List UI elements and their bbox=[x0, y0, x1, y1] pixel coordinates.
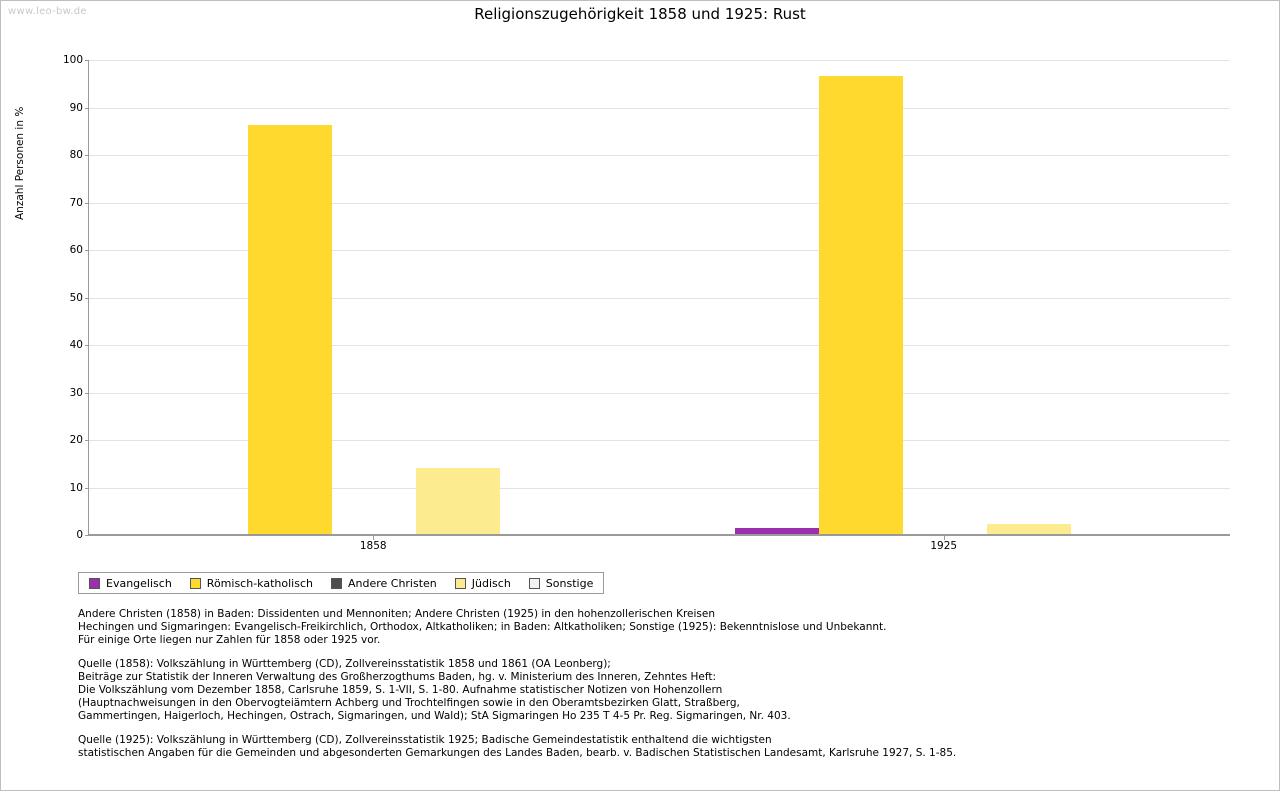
y-axis-tick-label: 80 bbox=[69, 149, 83, 161]
y-axis-tick-mark bbox=[85, 60, 89, 61]
y-axis-tick-mark bbox=[85, 345, 89, 346]
chart-footnotes bbox=[78, 608, 1228, 760]
footnote-line: statistischen Angaben für die Gemeinden und abgesonderten Gemarkungen des Landes Baden, bearb. v. Badischen Statistischen Landesamt, Karlsruhe 1927, S. 1-85. bbox=[78, 747, 957, 759]
footnote-line: Die Volkszählung vom Dezember 1858, Carlsruhe 1859, S. 1-VII, S. 1-80. Aufnahme statistischer Notizen von Hohenzollern bbox=[78, 684, 723, 696]
y-axis-tick-mark bbox=[85, 155, 89, 156]
y-axis-label-text: Anzahl Personen in % bbox=[14, 106, 26, 220]
y-axis-tick-label: 100 bbox=[62, 54, 83, 66]
x-axis-group-label-1858: 1858 bbox=[359, 540, 387, 552]
bar-1925-r-misch-katholisch[interactable] bbox=[819, 76, 903, 534]
y-axis-tick-mark bbox=[85, 250, 89, 251]
y-axis-tick-label: 10 bbox=[69, 481, 83, 494]
footnote-paragraph bbox=[78, 734, 1228, 760]
legend-item-r-misch-katholisch[interactable] bbox=[190, 577, 313, 590]
y-axis-tick-label: 20 bbox=[69, 434, 83, 446]
y-gridline bbox=[89, 108, 1230, 109]
bar-1858-j-disch[interactable] bbox=[416, 468, 500, 534]
legend-item-evangelisch[interactable] bbox=[89, 577, 172, 590]
legend-swatch-icon bbox=[190, 578, 201, 589]
footnote-line: Andere Christen (1858) in Baden: Dissidenten und Mennoniten; Andere Christen (1925) in den hohenzollerischen Kreisen bbox=[78, 608, 715, 620]
legend-item-sonstige[interactable] bbox=[529, 577, 594, 590]
legend-label: Sonstige bbox=[545, 576, 594, 590]
y-axis-tick-label: 60 bbox=[69, 244, 83, 256]
y-axis-tick-mark bbox=[85, 535, 89, 536]
y-axis-label bbox=[0, 60, 26, 540]
site-watermark: www.leo-bw.de bbox=[8, 6, 87, 17]
footnote-line: Quelle (1858): Volkszählung in Württemberg (CD), Zollvereinsstatistik 1858 und 1861 (OA Leonberg); bbox=[78, 658, 611, 670]
legend-item-andere-christen[interactable] bbox=[331, 577, 437, 590]
footnote-line: Für einige Orte liegen nur Zahlen für 1858 oder 1925 vor. bbox=[78, 634, 381, 646]
y-axis-tick-label: 70 bbox=[69, 196, 83, 209]
footnote-paragraph bbox=[78, 608, 1228, 647]
legend-label: Andere Christen bbox=[347, 576, 437, 590]
chart-legend bbox=[78, 572, 604, 594]
legend-label: Römisch-katholisch bbox=[206, 576, 313, 590]
legend-label: Evangelisch bbox=[106, 576, 172, 590]
footnote-paragraph bbox=[78, 658, 1228, 723]
y-gridline bbox=[89, 60, 1230, 61]
footnote-line: Quelle (1925): Volkszählung in Württemberg (CD), Zollvereinsstatistik 1925; Badische Gemeindestatistik enthaltend die wichtigsten bbox=[78, 734, 772, 746]
y-axis-tick-mark bbox=[85, 393, 89, 394]
bar-1858-r-misch-katholisch[interactable] bbox=[248, 125, 332, 534]
y-axis-tick-label: 30 bbox=[69, 386, 83, 399]
legend-item-j-disch[interactable] bbox=[455, 577, 511, 590]
chart-title: Religionszugehörigkeit 1858 und 1925: Rust bbox=[474, 5, 806, 23]
legend-swatch-icon bbox=[455, 578, 466, 589]
bar-1925-evangelisch[interactable] bbox=[735, 528, 819, 534]
y-gridline bbox=[89, 535, 1230, 536]
legend-label: Jüdisch bbox=[471, 576, 511, 590]
footnote-line: Gammertingen, Haigerloch, Hechingen, Ostrach, Sigmaringen, und Wald); StA Sigmaringen Ho 235 T 4-5 Pr. Reg. Sigmaringen, Nr. 403. bbox=[78, 710, 791, 722]
y-axis-tick-mark bbox=[85, 203, 89, 204]
y-axis-tick-label: 40 bbox=[69, 339, 83, 351]
x-axis-group-label-1925: 1925 bbox=[930, 540, 958, 552]
footnote-line: Hechingen und Sigmaringen: Evangelisch-Freikirchlich, Orthodox, Altkatholiken; in Baden: Altkatholiken; Sonstige (1925): Bekenntnislose und Unbekannt. bbox=[78, 621, 887, 633]
footnote-line: Beiträge zur Statistik der Inneren Verwaltung des Großherzogthums Baden, hg. v. Ministerium des Inneren, Zehntes Heft: bbox=[78, 671, 717, 683]
plot-area bbox=[62, 54, 1230, 541]
bar-1925-j-disch[interactable] bbox=[987, 524, 1071, 534]
y-axis-tick-mark bbox=[85, 108, 89, 109]
y-axis-tick-mark bbox=[85, 298, 89, 299]
legend-swatch-icon bbox=[529, 578, 540, 589]
y-axis-tick-mark bbox=[85, 440, 89, 441]
y-axis-tick-mark bbox=[85, 488, 89, 489]
y-axis-tick-label: 90 bbox=[69, 101, 83, 114]
legend-swatch-icon bbox=[331, 578, 342, 589]
legend-swatch-icon bbox=[89, 578, 100, 589]
y-axis-tick-label: 0 bbox=[76, 529, 83, 541]
footnote-line: (Hauptnachweisungen in den Obervogteiämtern Achberg und Trochtelfingen sowie in den Oberamtsbezirken Glatt, Straßberg, bbox=[78, 697, 740, 709]
y-axis-tick-label: 50 bbox=[69, 291, 83, 304]
